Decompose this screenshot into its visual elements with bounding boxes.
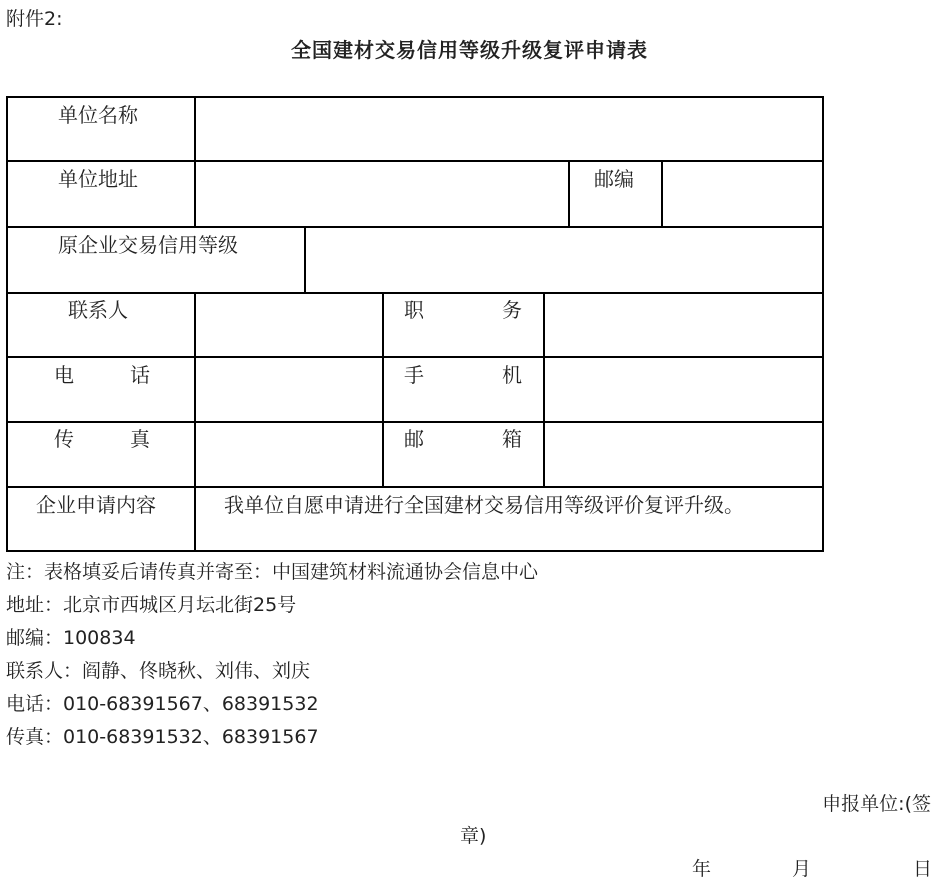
note-line: 注：表格填妥后请传真并寄至：中国建筑材料流通协会信息中心 <box>6 561 539 583</box>
position-label-part2: 务 <box>502 298 522 322</box>
application-form-table <box>6 96 824 552</box>
postcode-field[interactable] <box>663 162 822 226</box>
fax-label-part2: 真 <box>130 427 150 451</box>
seal-label: 章) <box>460 825 487 847</box>
unit-address-label: 单位地址 <box>58 167 138 191</box>
application-content-text: 我单位自愿申请进行全国建材交易信用等级评价复评升级。 <box>224 493 744 517</box>
mobile-label-part2: 机 <box>502 363 522 387</box>
application-content-label: 企业申请内容 <box>36 493 156 517</box>
email-label-part1: 邮 <box>404 427 424 451</box>
date-day-label: 日 <box>913 858 933 880</box>
position-field[interactable] <box>545 294 822 356</box>
phone-label-part1: 电 <box>54 363 74 387</box>
applicant-unit-signature-label: 申报单位:(签 <box>822 793 931 815</box>
date-year-label: 年 <box>692 858 712 880</box>
unit-name-field[interactable] <box>196 98 822 160</box>
position-label-part1: 职 <box>404 298 424 322</box>
mobile-field[interactable] <box>545 358 822 421</box>
phone-line: 电话：010-68391567、68391532 <box>6 693 319 715</box>
fax-label-part1: 传 <box>54 427 74 451</box>
date-month-label: 月 <box>792 858 812 880</box>
postcode-label: 邮编 <box>594 167 634 191</box>
phone-label-part2: 话 <box>130 363 150 387</box>
submission-notes <box>6 556 538 754</box>
email-field[interactable] <box>545 423 822 486</box>
fax-field[interactable] <box>196 423 382 486</box>
postcode-line: 邮编：100834 <box>6 627 136 649</box>
fax-line: 传真：010-68391532、68391567 <box>6 726 319 748</box>
email-label-part2: 箱 <box>502 427 522 451</box>
unit-name-label: 单位名称 <box>58 103 138 127</box>
original-credit-level-field[interactable] <box>306 228 822 292</box>
form-title: 全国建材交易信用等级升级复评申请表 <box>291 38 648 62</box>
contact-person-field[interactable] <box>196 294 382 356</box>
mobile-label-part1: 手 <box>404 363 424 387</box>
phone-field[interactable] <box>196 358 382 421</box>
contact-person-label: 联系人 <box>68 298 128 322</box>
address-line: 地址：北京市西城区月坛北街25号 <box>6 594 297 616</box>
unit-address-field[interactable] <box>196 162 568 226</box>
original-credit-level-label: 原企业交易信用等级 <box>58 233 238 257</box>
attachment-label: 附件2: <box>6 8 63 30</box>
contacts-line: 联系人：阎静、佟晓秋、刘伟、刘庆 <box>6 660 311 682</box>
